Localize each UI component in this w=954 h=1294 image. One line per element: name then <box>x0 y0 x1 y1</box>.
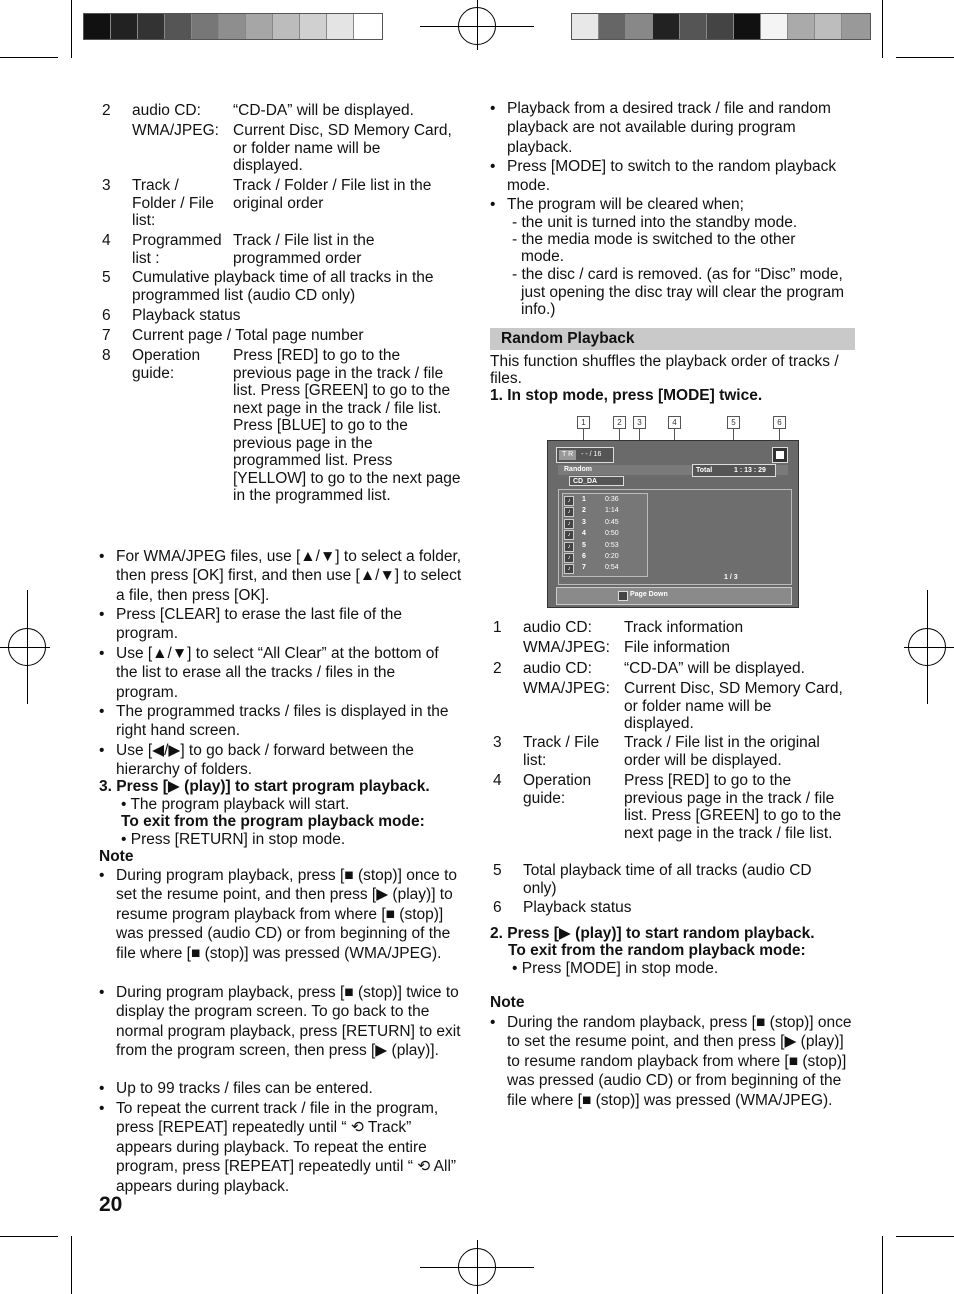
note-text: During the random playback, press [■ (stop)] once to set the resume point, and then press [▶ (play)] to resume random playback from where [■ (stop)] was pressed (audio CD) or from beginning of the file where [■ (stop)] was pressed (WMA/JPEG). <box>507 1014 852 1109</box>
item-number: 6 <box>102 307 111 324</box>
osd-screen <box>547 440 799 608</box>
item-label: WMA/JPEG: <box>523 680 610 697</box>
step-3-sub: • The program playback will start. <box>121 796 350 813</box>
item-number: 4 <box>493 772 502 789</box>
step-1-heading: 1. In stop mode, press [MODE] twice. <box>490 387 763 404</box>
exit-heading: To exit from the program playback mode: <box>121 813 425 830</box>
crop-mark <box>896 1236 954 1237</box>
bullet-text: Use [◀/▶] to go back / forward between the hierarchy of folders. <box>116 742 414 779</box>
sub-bullet: - the unit is turned into the standby mode. <box>512 214 798 231</box>
registration-mark <box>477 0 478 50</box>
green-button-icon <box>618 591 628 601</box>
music-note-icon: ♪ <box>564 496 574 506</box>
callout-3: 3 <box>633 416 646 429</box>
note-text: Up to 99 tracks / files can be entered. <box>116 1080 373 1097</box>
item-value: Track / File list in the original order will be displayed. <box>624 734 820 769</box>
item-label: Total playback time of all tracks (audio CD only) <box>523 862 812 897</box>
total-label: Total <box>696 467 713 474</box>
item-label: Track / Folder / File list: <box>132 177 214 229</box>
status-stop-icon <box>772 447 788 463</box>
item-label: audio CD: <box>132 102 201 119</box>
exit-sub: • Press [MODE] in stop mode. <box>512 960 719 977</box>
crop-mark <box>0 1236 58 1237</box>
item-label: audio CD: <box>523 660 592 677</box>
item-number: 6 <box>493 899 502 916</box>
color-bar-right <box>571 13 871 40</box>
sub-bullet: - the disc / card is removed. (as for “Disc” mode, just opening the disc tray will clear the program info.) <box>512 266 845 318</box>
item-number: 3 <box>102 177 111 194</box>
track-number: 4 <box>582 530 586 538</box>
tr-label: T R <box>559 450 576 460</box>
note-text: During program playback, press [■ (stop)] once to set the resume point, and then press [▶ (play)] to resume program playback from where [■ (stop)] was pressed (audio CD) or from beginning of the file where [■ (stop)] was pressed (WMA/JPEG). <box>116 867 458 962</box>
track-time: 0:50 <box>605 530 619 538</box>
bullet-text: Playback from a desired track / file and random playback are not available during program playback. <box>507 100 831 156</box>
item-label: Current page / Total page number <box>132 327 364 344</box>
registration-mark <box>420 1267 534 1268</box>
guide-bar <box>556 587 792 605</box>
item-value: “CD-DA” will be displayed. <box>233 102 414 119</box>
track-time: 0:45 <box>605 518 619 526</box>
item-label: WMA/JPEG: <box>523 639 610 656</box>
bullet-text: Use [▲/▼] to select “All Clear” at the bottom of the list to erase all the tracks / files in the program. <box>116 645 439 701</box>
callout-2: 2 <box>613 416 626 429</box>
note-heading: Note <box>99 848 134 865</box>
item-value: Press [RED] to go to the previous page in the track / file list. Press [GREEN] to go to the next page in the track / file list. Press [BLUE] to go to the previous page in the programmed list. Press [YELLOW] to go to the next page in the programmed list. <box>233 347 461 504</box>
total-time: 1 : 13 : 29 <box>734 467 766 474</box>
registration-mark <box>420 26 534 27</box>
music-note-icon: ♪ <box>564 564 574 574</box>
registration-mark <box>904 647 954 648</box>
music-note-icon: ♪ <box>564 519 574 529</box>
exit-heading: To exit from the random playback mode: <box>508 942 806 959</box>
track-number: 1 <box>582 496 586 503</box>
item-number: 7 <box>102 327 111 344</box>
item-value: Current Disc, SD Memory Card, or folder name will be displayed. <box>624 680 843 732</box>
exit-sub: • Press [RETURN] in stop mode. <box>121 831 346 848</box>
track-time: 0:36 <box>605 496 619 503</box>
track-time: 0:54 <box>605 564 619 572</box>
music-note-icon: ♪ <box>564 530 574 540</box>
item-label: Cumulative playback time of all tracks in the programmed list (audio CD only) <box>132 269 434 304</box>
item-label: Operation guide: <box>523 772 592 807</box>
bullet-text: The programmed tracks / files is displayed in the right hand screen. <box>116 703 449 740</box>
track-number: 3 <box>582 518 586 526</box>
item-value: Current Disc, SD Memory Card, or folder name will be displayed. <box>233 122 452 174</box>
item-value: Track / File list in the programmed order <box>233 232 375 267</box>
track-time: 0:20 <box>605 553 619 560</box>
callout-5: 5 <box>727 416 740 429</box>
item-number: 2 <box>493 660 502 677</box>
item-value: Track information <box>624 619 744 636</box>
callout-1: 1 <box>577 416 590 429</box>
track-number: 2 <box>582 507 586 515</box>
track-number: 5 <box>582 541 586 549</box>
item-number: 4 <box>102 232 111 249</box>
item-value: Track / Folder / File list in the original order <box>233 177 432 212</box>
crop-mark <box>896 57 954 58</box>
track-number: 7 <box>582 564 586 572</box>
page-number: 20 <box>99 1193 123 1216</box>
crop-mark <box>882 0 883 58</box>
item-number: 5 <box>493 862 502 879</box>
music-note-icon: ♪ <box>564 507 574 517</box>
item-number: 5 <box>102 269 111 286</box>
item-number: 1 <box>493 619 502 636</box>
item-label: audio CD: <box>523 619 592 636</box>
note-heading: Note <box>490 994 525 1011</box>
crop-mark <box>71 1236 72 1294</box>
item-label: Playback status <box>132 307 241 324</box>
item-number: 8 <box>102 347 111 364</box>
page-indicator: 1 / 3 <box>724 574 738 581</box>
registration-mark <box>0 647 50 648</box>
item-label: Operation guide: <box>132 347 201 382</box>
sub-bullet: - the media mode is switched to the other mode. <box>512 231 796 265</box>
callout-6: 6 <box>773 416 786 429</box>
total-time-box <box>692 464 776 477</box>
bullet-text: For WMA/JPEG files, use [▲/▼] to select a folder, then press [OK] first, and then use [▲/▼] to select a file, then press [OK]. <box>116 548 462 604</box>
tr-value: - - / 16 <box>581 451 602 458</box>
callout-4: 4 <box>668 416 681 429</box>
bullet-text: Press [MODE] to switch to the random playback mode. <box>507 158 837 195</box>
playback-mode: Random <box>564 466 592 473</box>
crop-mark <box>71 0 72 58</box>
color-bar-left <box>83 13 383 40</box>
item-value: Press [RED] to go to the previous page in the track / file list. Press [GREEN] to go to the next page in the track / file list. <box>624 772 842 842</box>
section-title: Random Playback <box>501 330 635 347</box>
track-time: 0:53 <box>605 541 619 549</box>
crop-mark <box>882 1236 883 1294</box>
item-number: 3 <box>493 734 502 751</box>
section-intro: This function shuffles the playback order of tracks / files. <box>490 353 839 387</box>
track-info-box <box>556 447 614 463</box>
item-label: Programmed list : <box>132 232 222 267</box>
music-note-icon: ♪ <box>564 553 574 563</box>
crop-mark <box>0 57 58 58</box>
track-number: 6 <box>582 553 586 560</box>
item-label: WMA/JPEG: <box>132 122 219 139</box>
item-value: File information <box>624 639 730 656</box>
bullet-text: The program will be cleared when; <box>507 196 744 213</box>
music-note-icon: ♪ <box>564 542 574 552</box>
section-header <box>490 328 855 350</box>
step-2-heading: 2. Press [▶ (play)] to start random playback. <box>490 925 815 942</box>
note-text: During program playback, press [■ (stop)] twice to display the program screen. To go back to the normal program playback, press [RETURN] to exit from the program screen, then press [▶ (play)]. <box>116 984 461 1060</box>
item-label: Track / File list: <box>523 734 600 769</box>
guide-label: Page Down <box>630 591 668 598</box>
item-label: Playback status <box>523 899 632 916</box>
item-number: 2 <box>102 102 111 119</box>
media-label: CD_DA <box>569 476 624 486</box>
bullet-text: Press [CLEAR] to erase the last file of the program. <box>116 606 403 643</box>
step-3-heading: 3. Press [▶ (play)] to start program playback. <box>99 778 430 795</box>
track-time: 1:14 <box>605 507 619 515</box>
item-value: “CD-DA” will be displayed. <box>624 660 805 677</box>
note-text: To repeat the current track / file in the program, press [REPEAT] repeatedly until “ ⟲ Track” appears during playback. To repeat the entire program, press [REPEAT] repeatedly until “ ⟲ All” appears during playback. <box>116 1100 457 1195</box>
